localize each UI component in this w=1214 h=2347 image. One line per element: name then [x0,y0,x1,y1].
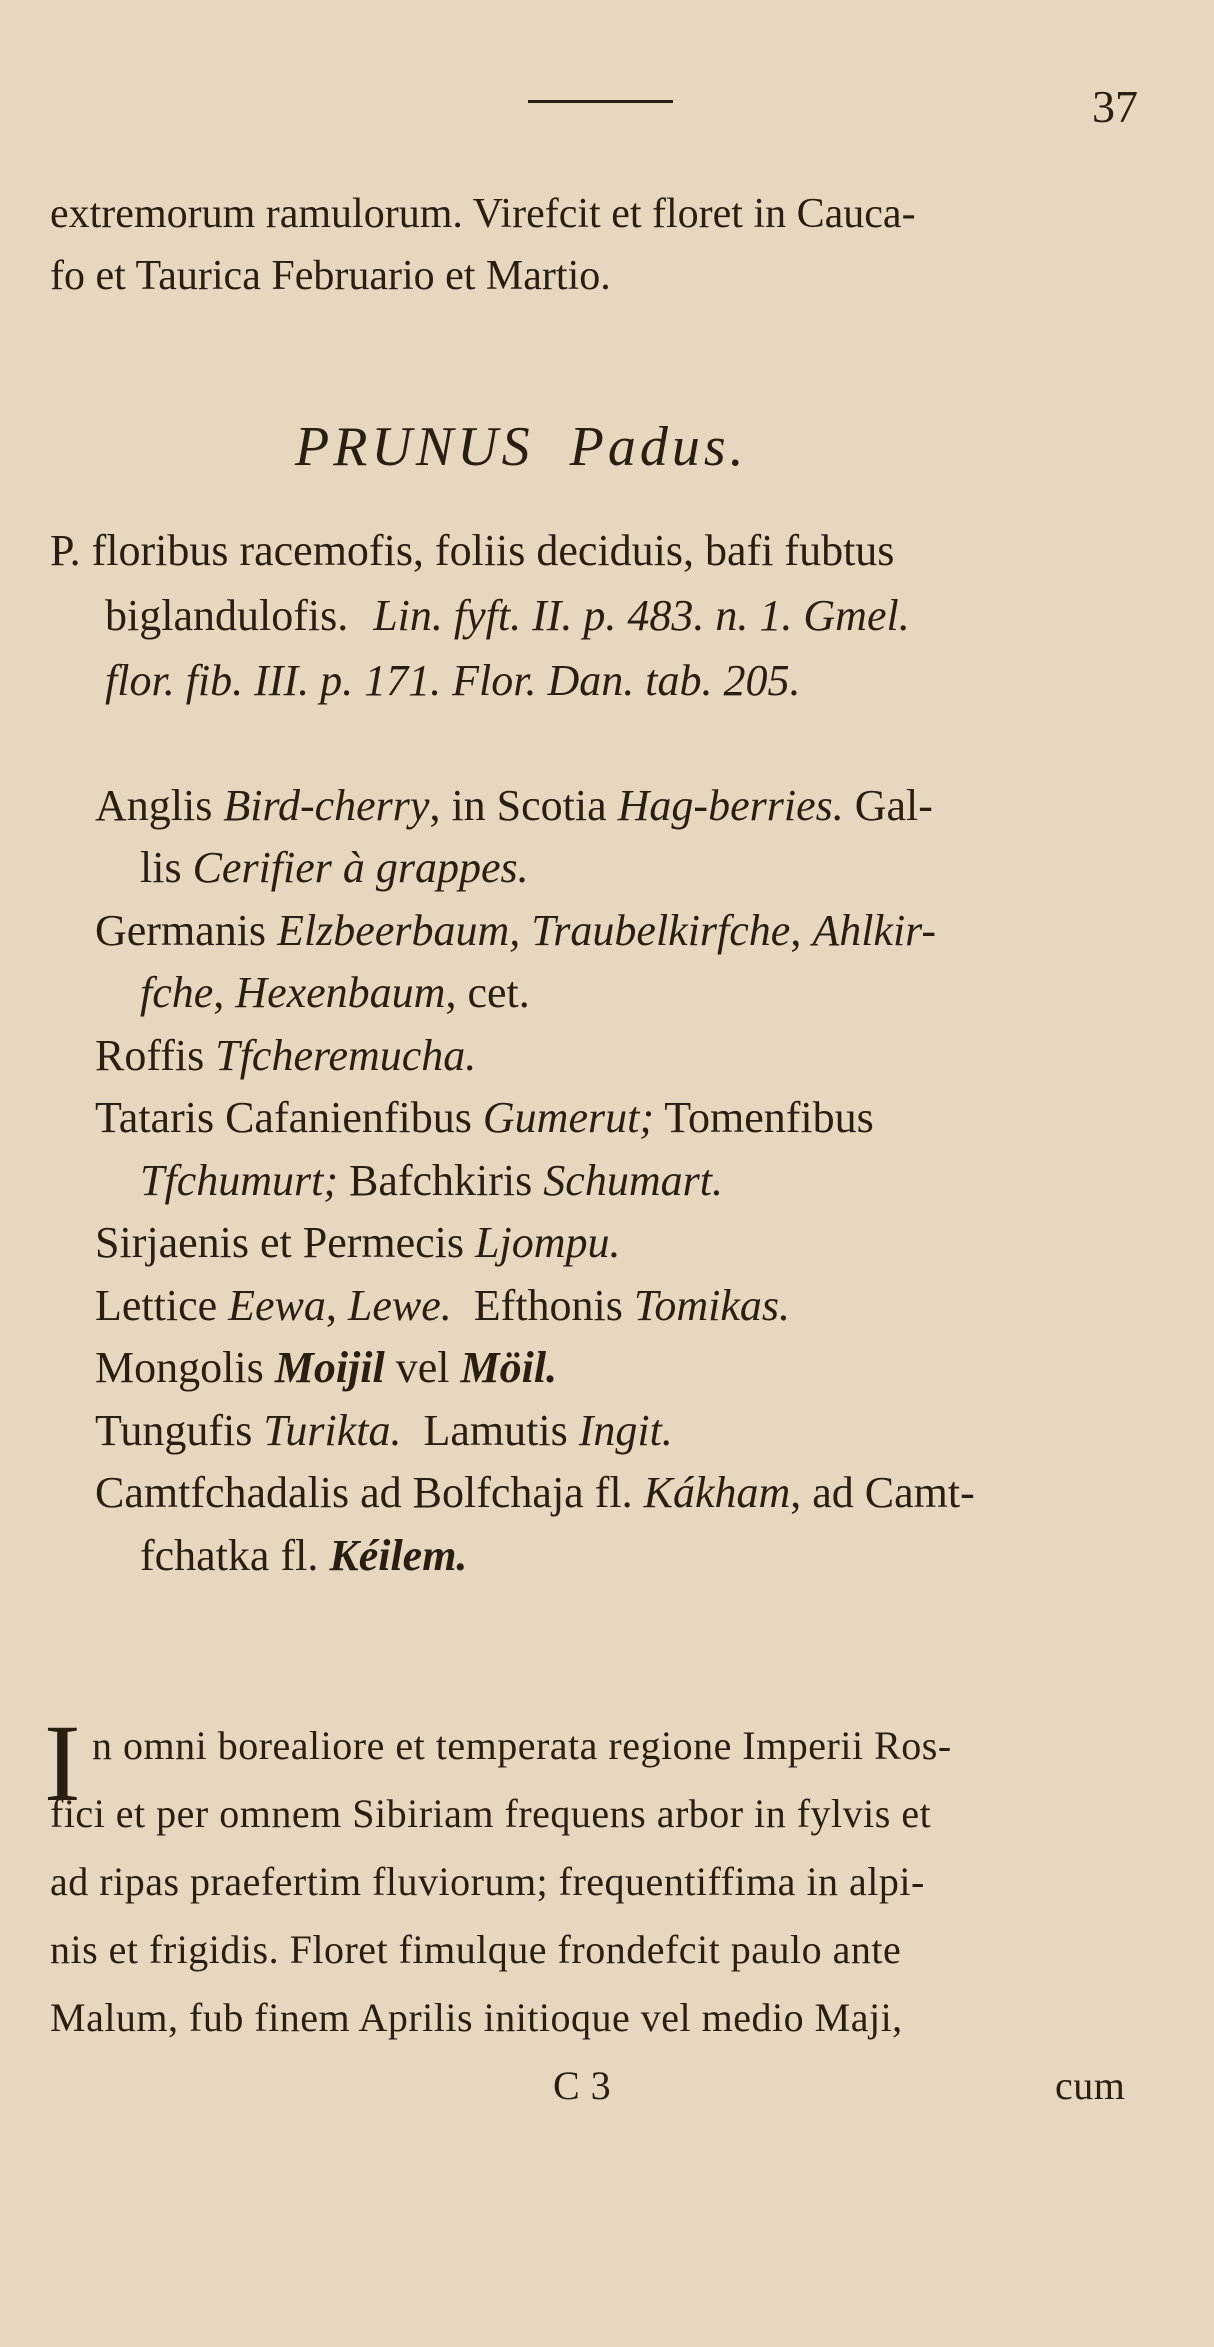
header-rule [528,100,673,103]
lang-label: Lettice [95,1281,229,1330]
vernacular-name: Cerifier à grappes. [192,843,529,892]
lang-label: Mongolis [95,1343,275,1392]
vernacular-line [140,842,529,893]
lang-label: Anglis [95,781,224,830]
vernacular-name: Tfcheremucha. [215,1031,477,1080]
lang-label: Bafchkiris [338,1156,544,1205]
vernacular-name: Kákham [643,1468,791,1517]
citation-line: flor. fib. III. p. 171. Flor. Dan. tab. 205. [105,656,801,705]
vernacular-line [95,780,933,831]
vernacular-line [95,1405,673,1456]
vernacular-line [95,1280,790,1331]
signature-mark: C 3 [553,2063,612,2108]
vernacular-name: Gumerut; [482,1093,654,1142]
paragraph-line: n omni borealiore et temperata regione Imperii Ros- [92,1723,952,1768]
vernacular-name: Tfchumurt; [140,1156,338,1205]
text-line: fo et Taurica Februario et Martio. [50,253,611,299]
vernacular-line [95,1030,476,1081]
vernacular-name: Schumart. [543,1156,723,1205]
vernacular-name: Ingit. [578,1406,673,1455]
lang-label: Gal- [843,781,933,830]
citation: Lin. fyft. II. p. 483. n. 1. Gmel. [373,591,910,640]
lang-label: , ad Camt- [790,1468,975,1517]
separator: , [325,1281,348,1330]
lang-label: Roffis [95,1031,216,1080]
vernacular-line [95,905,936,956]
vernacular-line [95,1092,874,1143]
separator: , [213,968,236,1017]
lang-label: Efthonis [451,1281,634,1330]
vernacular-line [140,967,530,1018]
text-line: extremorum ramulorum. Virefcit et floret in Cauca- [50,191,916,237]
paragraph-line: fici et per omnem Sibiriam frequens arbor in fylvis et [50,1791,932,1836]
vernacular-line [140,1530,467,1581]
vernacular-name: Moijil [274,1343,385,1392]
vernacular-name: Kéilem. [329,1531,468,1580]
lang-label: vel [384,1343,461,1392]
vernacular-name: Möil. [460,1343,558,1392]
vernacular-line [95,1217,621,1268]
vernacular-name: Hag-berries. [617,781,844,830]
vernacular-name: Elzbeerbaum, Traubelkirfche [277,906,791,955]
vernacular-name: Tomikas. [633,1281,790,1330]
species-heading [295,415,748,479]
vernacular-line [140,1155,723,1206]
lang-label: , in Scotia [429,781,618,830]
separator: , [790,906,813,955]
vernacular-name: Ahlkir- [812,906,937,955]
paragraph-line: Malum, fub finem Aprilis initioque vel medio Maji, [50,1995,903,2040]
vernacular-name: Lewe. [347,1281,452,1330]
lang-label: Tataris Cafanienfibus [95,1093,483,1142]
vernacular-name: Ljompu. [475,1218,621,1267]
paragraph-line: nis et frigidis. Floret fimulque frondefcit paulo ante [50,1927,902,1972]
vernacular-name: Eewa [228,1281,326,1330]
catchword: cum [1055,2063,1126,2108]
paragraph-line: ad ripas praefertim fluviorum; frequentiffima in alpi- [50,1859,925,1904]
vernacular-name: Turikta. [263,1406,402,1455]
lang-label: Lamutis [401,1406,579,1455]
drop-cap: I [44,1702,81,1824]
lang-label: , cet. [445,968,530,1017]
lang-label: Camtfchadalis ad Bolfchaja fl. [95,1468,644,1517]
genus-name: PRUNUS [295,416,534,478]
vernacular-name: Hexenbaum [235,968,446,1017]
lang-label: Tomenfibus [654,1093,874,1142]
lang-label: fchatka fl. [140,1531,330,1580]
diagnosis-line [105,590,910,641]
species-epithet: Padus. [569,416,748,478]
lang-label: lis [140,843,193,892]
vernacular-line [95,1467,975,1518]
diagnosis-text: biglandulofis. [105,591,349,640]
lang-label: Sirjaenis et Permecis [95,1218,476,1267]
lang-label: Germanis [95,906,278,955]
vernacular-line [95,1342,557,1393]
diagnosis-line: P. floribus racemofis, foliis deciduis, bafi fubtus [50,526,895,575]
vernacular-name: fche [140,968,214,1017]
vernacular-name: Bird-cherry [223,781,430,830]
page-number: 37 [1092,81,1138,132]
lang-label: Tungufis [95,1406,264,1455]
